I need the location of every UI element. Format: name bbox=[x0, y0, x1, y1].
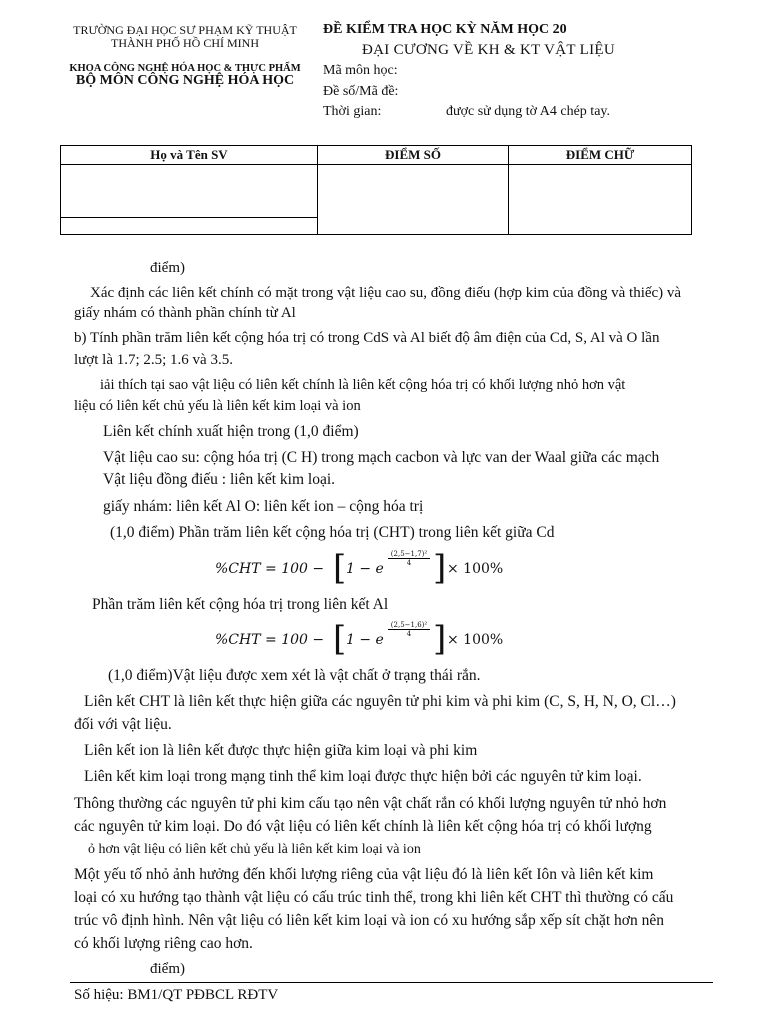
formula-left: %CHT = 100 − bbox=[215, 561, 325, 577]
formula-exponent-num: (2,5−1,7)² bbox=[388, 550, 430, 559]
formula2-right: × 100% bbox=[447, 632, 504, 648]
formula2-one-minus-e: 1 − e bbox=[346, 632, 384, 648]
formula-exponent bbox=[388, 550, 430, 567]
answer-c-line8: Một yếu tố nhỏ ảnh hưởng đến khối lượng riêng của vật liệu đó là liên kết Iôn và liên kết kim bbox=[74, 866, 654, 883]
answer-c-line7: ỏ hơn vật liệu có liên kết chủ yếu là liên kết kim loại và ion bbox=[88, 842, 421, 857]
answer-c-line5: Thông thường các nguyên tử phi kim cấu tạo nên vật chất rắn có khối lượng nguyên tử nhỏ hơn bbox=[74, 795, 667, 812]
student-id-cell[interactable] bbox=[61, 218, 318, 235]
formula2-exponent bbox=[388, 621, 430, 638]
q1b-text-line2: lượt là 1.7; 2.5; 1.6 và 3.5. bbox=[74, 352, 233, 368]
allowed-materials: được sử dụng tờ A4 chép tay. bbox=[446, 104, 610, 119]
course-code-label: Mã môn học: bbox=[323, 63, 398, 78]
score-words-header: ĐIỂM CHỮ bbox=[509, 146, 692, 165]
formula2-exponent-num: (2,5−1,6)² bbox=[388, 621, 430, 630]
student-name-cell[interactable] bbox=[61, 165, 318, 218]
answer-c-line11: có khối lượng riêng cao hơn. bbox=[74, 935, 253, 952]
answer-c-heading: (1,0 điểm)Vật liệu được xem xét là vật chất ở trạng thái rắn. bbox=[108, 667, 481, 684]
time-label: Thời gian: bbox=[323, 104, 382, 119]
formula-exponent-den: 4 bbox=[406, 559, 412, 567]
answer-c-line6: các nguyên tử kim loại. Do đó vật liệu có liên kết chính là liên kết cộng hóa trị có khối lượng bbox=[74, 818, 652, 835]
exam-subject: ĐẠI CƯƠNG VỀ KH & KT VẬT LIỆU bbox=[362, 42, 615, 58]
footer-code: Số hiệu: BM1/QT PĐBCL RĐTV bbox=[74, 987, 279, 1003]
formula-one-minus-e: 1 − e bbox=[346, 561, 384, 577]
answer-a-sandpaper: giấy nhám: liên kết Al O: liên kết ion – cộng hóa trị bbox=[103, 498, 424, 515]
q1-text-line1: Xác định các liên kết chính có mặt trong vật liệu cao su, đồng điếu (hợp kim của đồng và thiếc) và bbox=[90, 285, 682, 301]
answer-c-line3: Liên kết ion là liên kết được thực hiện giữa kim loại và phi kim bbox=[84, 742, 478, 759]
formula2-bracket-open: [ bbox=[333, 619, 347, 659]
formula-bracket-close: ] bbox=[433, 548, 447, 588]
faculty-name: KHOA CÔNG NGHỆ HÓA HỌC & THỰC PHẨM bbox=[69, 63, 301, 74]
university-name bbox=[60, 24, 310, 50]
exam-code-label: Đề số/Mã đề: bbox=[323, 84, 399, 99]
footer-divider bbox=[70, 982, 713, 983]
answer-b-al-heading: Phần trăm liên kết cộng hóa trị trong liên kết Al bbox=[92, 596, 389, 613]
answer-c-line4: Liên kết kim loại trong mạng tinh thể kim loại được thực hiện bởi các nguyên tử kim loại. bbox=[84, 768, 642, 785]
formula-bracket-open: [ bbox=[333, 548, 347, 588]
score-words-cell[interactable] bbox=[509, 165, 692, 235]
answer-c-line10: trúc vô định hình. Nên vật liệu có liên kết kim loại và ion có xu hướng sắp xếp sít chặt hơn nên bbox=[74, 912, 664, 929]
university-line1: TRƯỜNG ĐẠI HỌC SƯ PHẠM KỸ THUẬT bbox=[73, 23, 297, 37]
university-line2: THÀNH PHỐ HỒ CHÍ MINH bbox=[111, 36, 259, 50]
answer-b-heading: (1,0 điểm) Phần trăm liên kết cộng hóa trị (CHT) trong liên kết giữa Cd bbox=[110, 524, 555, 541]
score-number-cell[interactable] bbox=[318, 165, 509, 235]
q1-points: điểm) bbox=[150, 260, 185, 276]
formula2-exponent-den: 4 bbox=[406, 630, 412, 638]
q2-points: điểm) bbox=[150, 961, 185, 977]
q1-text-line2: giấy nhám có thành phần chính từ Al bbox=[74, 305, 296, 321]
q1c-text-line2: liệu có liên kết chủ yếu là liên kết kim loại và ion bbox=[74, 398, 361, 414]
answer-c-line1: Liên kết CHT là liên kết thực hiện giữa các nguyên tử phi kim và phi kim (C, S, H, N, O, Cl…) bbox=[84, 693, 676, 710]
answer-a-heading: Liên kết chính xuất hiện trong (1,0 điểm) bbox=[103, 423, 359, 440]
formula2-bracket-close: ] bbox=[433, 619, 447, 659]
formula-right: × 100% bbox=[447, 561, 504, 577]
answer-a-bronze: Vật liệu đồng điếu : liên kết kim loại. bbox=[103, 471, 336, 488]
formula2-left: %CHT = 100 − bbox=[215, 632, 325, 648]
q1c-text-line1: iải thích tại sao vật liệu có liên kết chính là liên kết cộng hóa trị có khối lượng nhỏ hơn vật bbox=[100, 377, 626, 393]
exam-title: ĐỀ KIỂM TRA HỌC KỲ NĂM HỌC 20 bbox=[323, 22, 567, 37]
answer-c-line2: đối với vật liệu. bbox=[74, 716, 172, 733]
grade-table bbox=[60, 145, 692, 235]
score-number-header: ĐIỂM SỐ bbox=[318, 146, 509, 165]
student-name-header: Họ và Tên SV bbox=[61, 146, 318, 165]
q1b-text-line1: b) Tính phần trăm liên kết cộng hóa trị có trong CdS và Al biết độ âm điện của Cd, S, Al và O lần bbox=[74, 330, 660, 346]
department-name: BỘ MÔN CÔNG NGHỆ HÓA HỌC bbox=[75, 73, 295, 88]
answer-a-rubber: Vật liệu cao su: cộng hóa trị (C H) trong mạch cacbon và lực van der Waal giữa các mạch bbox=[103, 449, 660, 466]
answer-c-line9: loại có xu hướng tạo thành vật liệu có cấu trúc tinh thể, trong khi liên kết CHT thì thường có cấu bbox=[74, 889, 674, 906]
